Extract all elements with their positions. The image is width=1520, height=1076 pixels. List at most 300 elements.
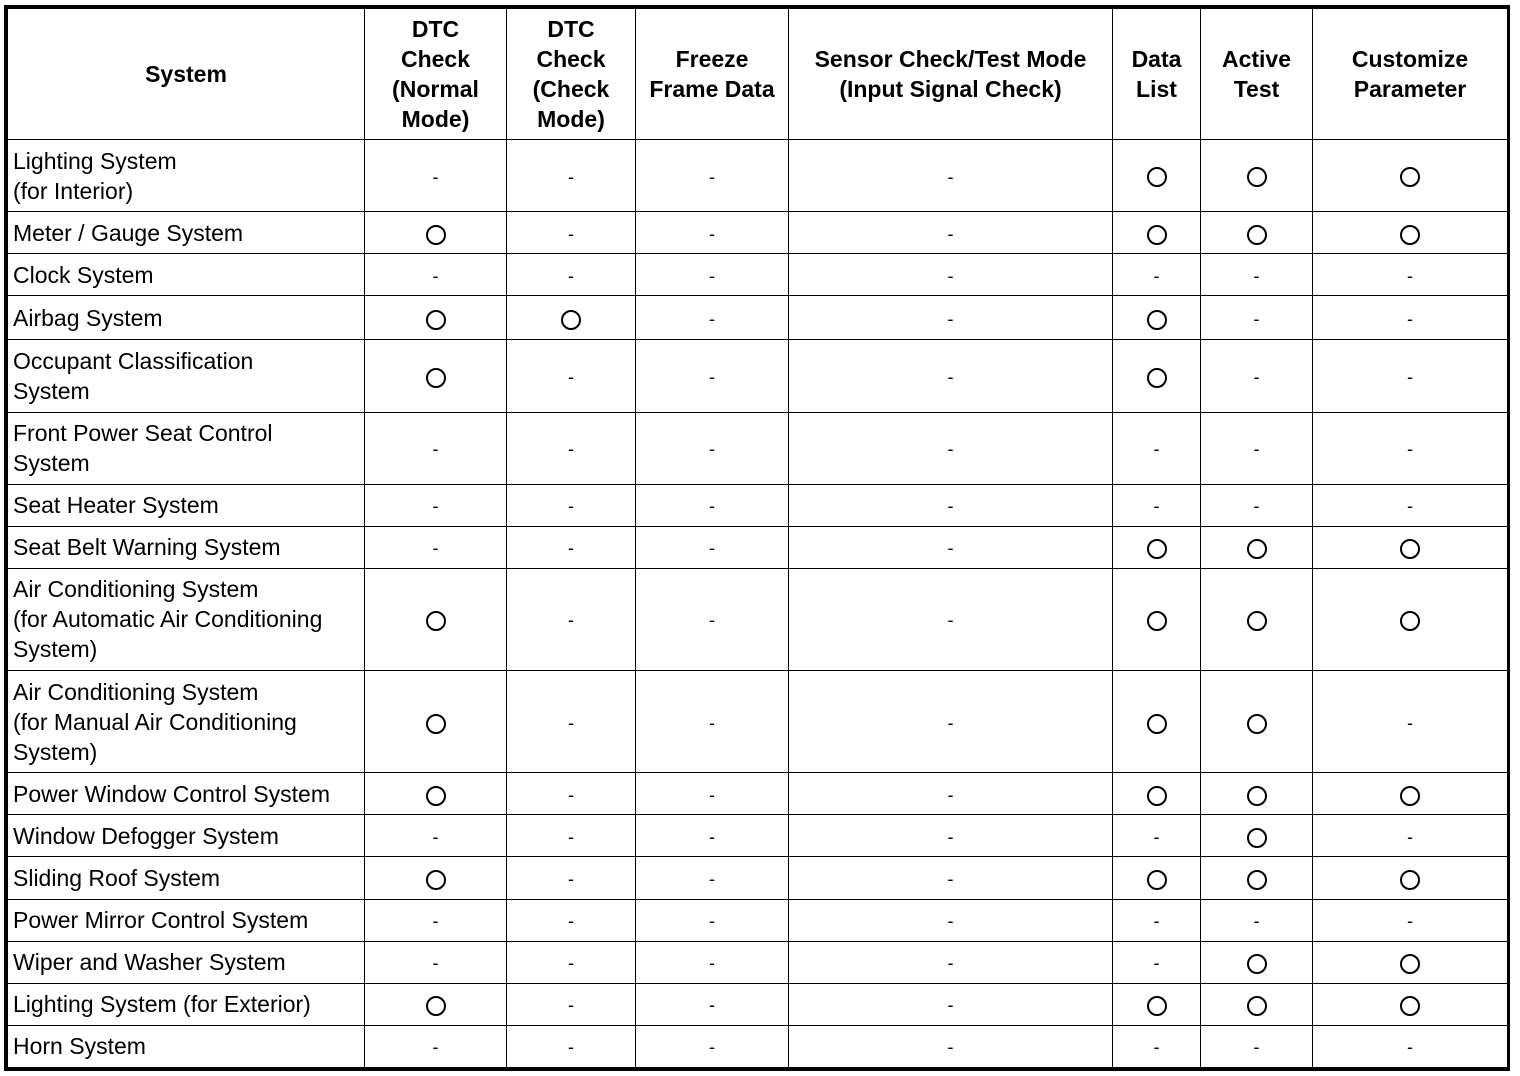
supported-circle-icon	[1147, 870, 1167, 890]
supported-circle-icon	[1247, 611, 1267, 631]
supported-circle-icon	[426, 310, 446, 330]
supported-circle-icon	[1147, 714, 1167, 734]
supported-circle-icon	[1247, 167, 1267, 187]
supported-circle-icon	[1247, 954, 1267, 974]
support-cell	[365, 671, 507, 773]
system-support-table-frame	[4, 5, 1510, 1071]
support-cell	[507, 140, 636, 212]
not-supported-dash: -	[1253, 439, 1260, 460]
table-row	[8, 671, 1508, 773]
support-cell	[1201, 140, 1313, 212]
not-supported-dash: -	[432, 265, 439, 286]
support-cell	[1201, 212, 1313, 254]
supported-circle-icon	[1400, 167, 1420, 187]
not-supported-dash: -	[1407, 439, 1413, 460]
table-row	[8, 254, 1508, 296]
system-name-cell	[8, 899, 365, 941]
support-cell	[1313, 296, 1508, 340]
not-supported-dash: -	[1153, 265, 1160, 286]
supported-circle-icon	[1147, 368, 1167, 388]
table-row	[8, 815, 1508, 857]
support-cell	[1201, 296, 1313, 340]
system-name: Lighting System (for Exterior)	[13, 991, 311, 1018]
supported-circle-icon	[426, 996, 446, 1016]
header-dtc-normal: DTC Check (Normal Mode)	[365, 9, 507, 140]
support-cell	[789, 484, 1113, 526]
supported-circle-icon	[426, 714, 446, 734]
not-supported-dash: -	[568, 439, 574, 460]
support-cell	[1201, 526, 1313, 568]
not-supported-dash: -	[709, 496, 715, 517]
system-name: Seat Belt Warning System	[13, 534, 281, 561]
not-supported-dash: -	[568, 496, 574, 517]
system-name-cell	[8, 526, 365, 568]
table-row	[8, 296, 1508, 340]
support-cell	[1313, 568, 1508, 670]
supported-circle-icon	[1147, 611, 1167, 631]
not-supported-dash: -	[568, 911, 574, 932]
support-cell	[365, 941, 507, 983]
table-row	[8, 857, 1508, 899]
support-cell	[1113, 254, 1201, 296]
not-supported-dash: -	[568, 538, 574, 559]
support-cell	[507, 815, 636, 857]
support-cell	[1113, 941, 1201, 983]
table-row	[8, 773, 1508, 815]
support-cell	[1201, 254, 1313, 296]
not-supported-dash: -	[432, 439, 439, 460]
not-supported-dash: -	[432, 538, 439, 559]
not-supported-dash: -	[568, 784, 574, 805]
support-cell	[636, 1025, 789, 1067]
support-cell	[507, 941, 636, 983]
support-cell	[507, 296, 636, 340]
not-supported-dash: -	[568, 1037, 574, 1058]
system-name: Air Conditioning System (for Automatic Air Conditioning System)	[13, 576, 323, 663]
table-row	[8, 1025, 1508, 1067]
not-supported-dash: -	[709, 784, 715, 805]
system-name-cell	[8, 254, 365, 296]
not-supported-dash: -	[1253, 366, 1260, 387]
not-supported-dash: -	[568, 953, 574, 974]
support-cell	[1113, 296, 1201, 340]
not-supported-dash: -	[709, 308, 715, 329]
not-supported-dash: -	[1153, 826, 1160, 847]
support-cell	[507, 773, 636, 815]
support-cell	[636, 815, 789, 857]
system-name-cell	[8, 941, 365, 983]
supported-circle-icon	[426, 786, 446, 806]
system-name: Occupant Classification System	[13, 347, 254, 404]
not-supported-dash: -	[1407, 826, 1413, 847]
support-cell	[789, 773, 1113, 815]
not-supported-dash: -	[1407, 366, 1413, 387]
support-cell	[1313, 212, 1508, 254]
not-supported-dash: -	[1153, 953, 1160, 974]
system-name: Air Conditioning System (for Manual Air Conditioning System)	[13, 678, 297, 765]
not-supported-dash: -	[709, 868, 715, 889]
support-cell	[1201, 1025, 1313, 1067]
not-supported-dash: -	[947, 868, 954, 889]
support-cell	[1313, 140, 1508, 212]
support-cell	[365, 899, 507, 941]
support-cell	[507, 857, 636, 899]
support-cell	[365, 412, 507, 484]
support-cell	[507, 254, 636, 296]
support-cell	[1113, 671, 1201, 773]
not-supported-dash: -	[947, 610, 954, 631]
support-cell	[1113, 899, 1201, 941]
supported-circle-icon	[1147, 310, 1167, 330]
support-cell	[1313, 254, 1508, 296]
supported-circle-icon	[426, 368, 446, 388]
system-name-cell	[8, 412, 365, 484]
supported-circle-icon	[1247, 539, 1267, 559]
not-supported-dash: -	[709, 265, 715, 286]
not-supported-dash: -	[947, 223, 954, 244]
not-supported-dash: -	[709, 538, 715, 559]
support-cell	[1201, 671, 1313, 773]
system-name-cell	[8, 568, 365, 670]
table-row	[8, 899, 1508, 941]
not-supported-dash: -	[568, 868, 574, 889]
support-cell	[636, 983, 789, 1025]
not-supported-dash: -	[709, 166, 715, 187]
header-data-list: Data List	[1113, 9, 1201, 140]
support-cell	[636, 857, 789, 899]
support-cell	[636, 254, 789, 296]
support-cell	[1113, 815, 1201, 857]
not-supported-dash: -	[709, 223, 715, 244]
supported-circle-icon	[1247, 828, 1267, 848]
support-cell	[365, 857, 507, 899]
support-cell	[636, 568, 789, 670]
support-cell	[1113, 340, 1201, 412]
system-name: Lighting System (for Interior)	[13, 147, 177, 204]
supported-circle-icon	[426, 611, 446, 631]
not-supported-dash: -	[1153, 1037, 1160, 1058]
table-row	[8, 568, 1508, 670]
system-name-cell	[8, 484, 365, 526]
support-cell	[365, 484, 507, 526]
not-supported-dash: -	[709, 995, 715, 1016]
support-cell	[1113, 412, 1201, 484]
table-row	[8, 340, 1508, 412]
system-name: Sliding Roof System	[13, 864, 221, 891]
not-supported-dash: -	[709, 953, 715, 974]
support-cell	[1201, 857, 1313, 899]
table-row	[8, 941, 1508, 983]
support-cell	[365, 296, 507, 340]
system-name: Airbag System	[13, 304, 163, 331]
support-cell	[1201, 484, 1313, 526]
not-supported-dash: -	[568, 265, 574, 286]
support-cell	[1113, 526, 1201, 568]
header-sensor-check: Sensor Check/Test Mode (Input Signal Check)	[789, 9, 1113, 140]
system-support-table	[7, 8, 1508, 1068]
support-cell	[636, 212, 789, 254]
table-row	[8, 412, 1508, 484]
support-cell	[507, 484, 636, 526]
supported-circle-icon	[1400, 954, 1420, 974]
support-cell	[1113, 857, 1201, 899]
system-name: Wiper and Washer System	[13, 949, 286, 976]
support-cell	[365, 1025, 507, 1067]
not-supported-dash: -	[947, 538, 954, 559]
support-cell	[636, 941, 789, 983]
header-dtc-check: DTC Check (Check Mode)	[507, 9, 636, 140]
supported-circle-icon	[1147, 786, 1167, 806]
support-cell	[365, 526, 507, 568]
support-cell	[636, 671, 789, 773]
support-cell	[1201, 412, 1313, 484]
support-cell	[636, 296, 789, 340]
support-cell	[1313, 899, 1508, 941]
support-cell	[636, 899, 789, 941]
not-supported-dash: -	[947, 265, 954, 286]
support-cell	[507, 671, 636, 773]
support-cell	[789, 212, 1113, 254]
system-name-cell	[8, 773, 365, 815]
support-cell	[1201, 568, 1313, 670]
not-supported-dash: -	[1253, 265, 1260, 286]
supported-circle-icon	[1400, 611, 1420, 631]
support-cell	[1113, 773, 1201, 815]
support-cell	[507, 340, 636, 412]
not-supported-dash: -	[1253, 1037, 1260, 1058]
support-cell	[789, 568, 1113, 670]
table-row	[8, 484, 1508, 526]
table-row	[8, 212, 1508, 254]
not-supported-dash: -	[709, 610, 715, 631]
system-name-cell	[8, 671, 365, 773]
system-name-cell	[8, 1025, 365, 1067]
support-cell	[1313, 412, 1508, 484]
support-cell	[507, 1025, 636, 1067]
header-system: System	[8, 9, 365, 140]
support-cell	[365, 140, 507, 212]
not-supported-dash: -	[947, 826, 954, 847]
system-name: Meter / Gauge System	[13, 219, 244, 246]
not-supported-dash: -	[947, 439, 954, 460]
not-supported-dash: -	[568, 610, 574, 631]
system-name: Clock System	[13, 261, 154, 288]
system-name-cell	[8, 296, 365, 340]
support-cell	[365, 254, 507, 296]
support-cell	[789, 671, 1113, 773]
not-supported-dash: -	[432, 911, 439, 932]
system-name-cell	[8, 212, 365, 254]
not-supported-dash: -	[432, 1037, 439, 1058]
support-cell	[1313, 671, 1508, 773]
supported-circle-icon	[1247, 714, 1267, 734]
not-supported-dash: -	[947, 366, 954, 387]
system-name: Front Power Seat Control System	[13, 420, 273, 477]
support-cell	[1113, 484, 1201, 526]
support-cell	[1113, 568, 1201, 670]
support-cell	[636, 526, 789, 568]
not-supported-dash: -	[709, 712, 715, 733]
supported-circle-icon	[1400, 786, 1420, 806]
supported-circle-icon	[1400, 870, 1420, 890]
supported-circle-icon	[1147, 225, 1167, 245]
support-cell	[507, 526, 636, 568]
support-cell	[1313, 941, 1508, 983]
support-cell	[365, 212, 507, 254]
support-cell	[636, 484, 789, 526]
header-customize: Customize Parameter	[1313, 9, 1508, 140]
support-cell	[1313, 484, 1508, 526]
support-cell	[365, 983, 507, 1025]
not-supported-dash: -	[947, 166, 954, 187]
not-supported-dash: -	[709, 911, 715, 932]
support-cell	[636, 773, 789, 815]
table-row	[8, 983, 1508, 1025]
support-cell	[1201, 815, 1313, 857]
not-supported-dash: -	[709, 366, 715, 387]
support-cell	[1113, 1025, 1201, 1067]
not-supported-dash: -	[1407, 712, 1413, 733]
supported-circle-icon	[426, 870, 446, 890]
not-supported-dash: -	[947, 784, 954, 805]
support-cell	[789, 140, 1113, 212]
not-supported-dash: -	[1253, 496, 1260, 517]
not-supported-dash: -	[1407, 496, 1413, 517]
support-cell	[365, 568, 507, 670]
not-supported-dash: -	[568, 366, 574, 387]
support-cell	[1313, 526, 1508, 568]
supported-circle-icon	[1147, 167, 1167, 187]
supported-circle-icon	[1247, 786, 1267, 806]
support-cell	[1201, 941, 1313, 983]
table-row	[8, 526, 1508, 568]
support-cell	[636, 412, 789, 484]
not-supported-dash: -	[947, 995, 954, 1016]
supported-circle-icon	[1147, 539, 1167, 559]
supported-circle-icon	[561, 310, 581, 330]
not-supported-dash: -	[947, 496, 954, 517]
supported-circle-icon	[1400, 225, 1420, 245]
support-cell	[365, 815, 507, 857]
not-supported-dash: -	[709, 439, 715, 460]
not-supported-dash: -	[1407, 911, 1413, 932]
not-supported-dash: -	[1407, 308, 1413, 329]
support-cell	[1313, 773, 1508, 815]
support-cell	[789, 857, 1113, 899]
not-supported-dash: -	[568, 223, 574, 244]
support-cell	[1201, 340, 1313, 412]
header-row	[8, 9, 1508, 140]
support-cell	[507, 983, 636, 1025]
not-supported-dash: -	[432, 166, 439, 187]
not-supported-dash: -	[568, 712, 574, 733]
system-name: Power Mirror Control System	[13, 907, 309, 934]
system-name: Seat Heater System	[13, 492, 219, 519]
not-supported-dash: -	[1253, 911, 1260, 932]
not-supported-dash: -	[947, 308, 954, 329]
supported-circle-icon	[1247, 225, 1267, 245]
header-freeze-frame: Freeze Frame Data	[636, 9, 789, 140]
supported-circle-icon	[426, 225, 446, 245]
support-cell	[365, 340, 507, 412]
support-cell	[507, 899, 636, 941]
support-cell	[365, 773, 507, 815]
system-name: Window Defogger System	[13, 822, 279, 849]
support-cell	[1313, 340, 1508, 412]
not-supported-dash: -	[709, 826, 715, 847]
support-cell	[789, 941, 1113, 983]
system-name-cell	[8, 983, 365, 1025]
support-cell	[1313, 983, 1508, 1025]
support-cell	[789, 983, 1113, 1025]
not-supported-dash: -	[1153, 911, 1160, 932]
not-supported-dash: -	[568, 826, 574, 847]
support-cell	[1313, 857, 1508, 899]
not-supported-dash: -	[1153, 439, 1160, 460]
support-cell	[1113, 140, 1201, 212]
system-name-cell	[8, 815, 365, 857]
not-supported-dash: -	[947, 911, 954, 932]
support-cell	[1113, 983, 1201, 1025]
support-cell	[1313, 1025, 1508, 1067]
supported-circle-icon	[1247, 996, 1267, 1016]
not-supported-dash: -	[568, 166, 574, 187]
support-cell	[789, 340, 1113, 412]
not-supported-dash: -	[947, 712, 954, 733]
support-cell	[789, 899, 1113, 941]
system-name: Power Window Control System	[13, 780, 330, 807]
support-cell	[789, 526, 1113, 568]
support-cell	[1201, 983, 1313, 1025]
not-supported-dash: -	[432, 496, 439, 517]
not-supported-dash: -	[1407, 1037, 1413, 1058]
support-cell	[789, 254, 1113, 296]
support-cell	[789, 296, 1113, 340]
system-name-cell	[8, 340, 365, 412]
supported-circle-icon	[1247, 870, 1267, 890]
system-name-cell	[8, 140, 365, 212]
support-cell	[636, 140, 789, 212]
not-supported-dash: -	[709, 1037, 715, 1058]
not-supported-dash: -	[947, 1037, 954, 1058]
supported-circle-icon	[1400, 996, 1420, 1016]
supported-circle-icon	[1400, 539, 1420, 559]
not-supported-dash: -	[432, 826, 439, 847]
support-cell	[507, 412, 636, 484]
not-supported-dash: -	[568, 995, 574, 1016]
support-cell	[1201, 773, 1313, 815]
table-row	[8, 140, 1508, 212]
system-name-cell	[8, 857, 365, 899]
support-cell	[789, 412, 1113, 484]
system-name: Horn System	[13, 1033, 146, 1060]
not-supported-dash: -	[1407, 265, 1413, 286]
not-supported-dash: -	[947, 953, 954, 974]
supported-circle-icon	[1147, 996, 1167, 1016]
support-cell	[1113, 212, 1201, 254]
table-body	[8, 140, 1508, 1068]
not-supported-dash: -	[432, 953, 439, 974]
not-supported-dash: -	[1253, 308, 1260, 329]
support-cell	[789, 1025, 1113, 1067]
support-cell	[1201, 899, 1313, 941]
support-cell	[1313, 815, 1508, 857]
support-cell	[789, 815, 1113, 857]
support-cell	[507, 568, 636, 670]
support-cell	[636, 340, 789, 412]
header-active-test: Active Test	[1201, 9, 1313, 140]
support-cell	[507, 212, 636, 254]
